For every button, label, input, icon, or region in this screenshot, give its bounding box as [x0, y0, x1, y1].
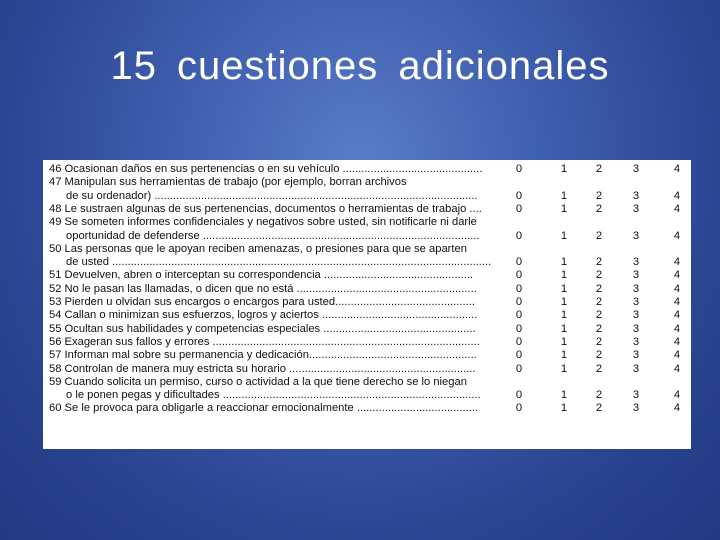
scale-value: 0 — [515, 402, 523, 415]
scale-value: 0 — [515, 309, 523, 322]
questionnaire-row — [43, 283, 691, 296]
questionnaire-row — [43, 363, 691, 376]
scale-value: 0 — [515, 163, 523, 175]
question-text: 53 Pierden u olvidan sus encargos o encargos para usted............................................. — [49, 296, 475, 308]
scale-value: 1 — [560, 349, 568, 362]
scale-value: 3 — [632, 322, 640, 335]
scale-value: 0 — [515, 335, 523, 348]
scale-value: 1 — [560, 256, 568, 269]
scale-value: 1 — [560, 389, 568, 402]
scale-value: 2 — [595, 269, 603, 282]
question-text: 52 No le pasan las llamadas, o dicen que no está .......................................................... — [49, 282, 477, 295]
scale-value: 3 — [632, 269, 640, 282]
scale-value: 4 — [673, 335, 681, 348]
question-text: o le ponen pegas y dificultades ................................................................................... — [66, 389, 481, 402]
scale-value: 2 — [595, 229, 603, 242]
scale-value: 2 — [595, 389, 603, 402]
scale-value: 3 — [632, 229, 640, 242]
scale-value: 3 — [632, 389, 640, 402]
question-text: de usted .......................................................................................................................... — [66, 256, 492, 269]
scale-value: 0 — [515, 202, 523, 215]
question-text: 60 Se le provoca para obligarle a reaccionar emocionalmente ....................................... — [49, 402, 479, 415]
scale-value: 1 — [560, 269, 568, 282]
question-text: oportunidad de defenderse ......................................................................................... — [66, 229, 480, 242]
scale-value: 1 — [560, 322, 568, 335]
scale-value: 2 — [595, 256, 603, 269]
scale-value: 4 — [673, 269, 681, 282]
scale-value: 1 — [560, 229, 568, 242]
questionnaire-row — [43, 309, 691, 322]
scale-value: 2 — [595, 349, 603, 362]
scale-value: 4 — [673, 309, 681, 322]
scale-value: 0 — [515, 189, 523, 202]
questionnaire-row — [43, 243, 691, 256]
scale-value: 3 — [632, 189, 640, 202]
question-text: 54 Callan o minimizan sus esfuerzos, logros y aciertos .................................................. — [49, 309, 478, 322]
question-text: 57 Informan mal sobre su permanencia y dedicación...................................................... — [49, 349, 477, 362]
scale-value: 2 — [595, 296, 603, 308]
question-text: 51 Devuelven, abren o interceptan su correspondencia ................................................ — [49, 269, 474, 282]
question-text: 50 Las personas que le apoyan reciben amenazas, o presiones para que se aparten — [49, 242, 467, 255]
scale-value: 2 — [595, 189, 603, 202]
scale-value: 1 — [560, 163, 568, 175]
scale-value: 4 — [673, 202, 681, 215]
scale-value: 2 — [595, 335, 603, 348]
scale-value: 3 — [632, 163, 640, 175]
questionnaire-row — [43, 163, 691, 176]
scale-value: 3 — [632, 335, 640, 348]
questionnaire-row — [43, 230, 691, 243]
scale-value: 0 — [515, 269, 523, 282]
scale-value: 3 — [632, 349, 640, 362]
scale-value: 2 — [595, 163, 603, 175]
scale-value: 0 — [515, 282, 523, 295]
scale-value: 0 — [515, 362, 523, 375]
scale-value: 3 — [632, 309, 640, 322]
scale-value: 4 — [673, 389, 681, 402]
scale-value: 4 — [673, 349, 681, 362]
scale-value: 0 — [515, 296, 523, 308]
scale-value: 0 — [515, 229, 523, 242]
question-text: 49 Se someten informes confidenciales y negativos sobre usted, sin notificarle ni darle — [49, 216, 477, 229]
question-text: 56 Exageran sus fallos y errores ...................................................................................... — [49, 335, 480, 348]
scale-value: 3 — [632, 202, 640, 215]
scale-value: 2 — [595, 202, 603, 215]
questionnaire-row — [43, 349, 691, 362]
questionnaire-row — [43, 376, 691, 389]
scale-value: 1 — [560, 309, 568, 322]
scale-value: 4 — [673, 402, 681, 415]
questionnaire-row — [43, 176, 691, 189]
questionnaire-row — [43, 216, 691, 229]
scale-value: 3 — [632, 296, 640, 308]
scale-value: 0 — [515, 389, 523, 402]
questionnaire-row — [43, 336, 691, 349]
scale-value: 1 — [560, 189, 568, 202]
scale-value: 2 — [595, 309, 603, 322]
question-text: 55 Ocultan sus habilidades y competencias especiales ................................................. — [49, 322, 476, 335]
scale-value: 1 — [560, 202, 568, 215]
questionnaire-row — [43, 269, 691, 282]
question-text: 58 Controlan de manera muy estricta su horario ............................................................ — [49, 362, 476, 375]
scale-value: 1 — [560, 402, 568, 415]
scale-value: 3 — [632, 402, 640, 415]
scale-value: 3 — [632, 362, 640, 375]
questionnaire-row — [43, 402, 691, 415]
questionnaire-row — [43, 389, 691, 402]
question-text: 47 Manipulan sus herramientas de trabajo (por ejemplo, borran archivos — [49, 176, 407, 189]
scale-value: 4 — [673, 362, 681, 375]
scale-value: 3 — [632, 282, 640, 295]
scale-value: 4 — [673, 163, 681, 175]
scale-value: 4 — [673, 282, 681, 295]
question-text: 46 Ocasionan daños en sus pertenencias o en su vehículo ............................................. — [49, 163, 483, 175]
questionnaire-panel — [43, 160, 691, 449]
scale-value: 2 — [595, 402, 603, 415]
questionnaire-row — [43, 203, 691, 216]
slide-title: 15 cuestiones adicionales — [110, 44, 610, 88]
scale-value: 2 — [595, 322, 603, 335]
questionnaire-row — [43, 323, 691, 336]
scale-value: 4 — [673, 322, 681, 335]
scale-value: 4 — [673, 296, 681, 308]
scale-value: 2 — [595, 362, 603, 375]
scale-value: 0 — [515, 322, 523, 335]
questionnaire-row — [43, 256, 691, 269]
question-text: 48 Le sustraen algunas de sus pertenencias, documentos o herramientas de trabajo .... — [49, 202, 482, 215]
scale-value: 4 — [673, 189, 681, 202]
question-text: 59 Cuando solicita un permiso, curso o actividad a la que tiene derecho se lo niegan — [49, 375, 467, 388]
scale-value: 1 — [560, 282, 568, 295]
questionnaire-row — [43, 296, 691, 309]
scale-value: 1 — [560, 362, 568, 375]
scale-value: 1 — [560, 335, 568, 348]
question-text: de su ordenador) ........................................................................................................ — [66, 189, 478, 202]
scale-value: 2 — [595, 282, 603, 295]
scale-value: 0 — [515, 349, 523, 362]
scale-value: 1 — [560, 296, 568, 308]
questionnaire-row — [43, 190, 691, 203]
scale-value: 0 — [515, 256, 523, 269]
scale-value: 4 — [673, 229, 681, 242]
scale-value: 3 — [632, 256, 640, 269]
scale-value: 4 — [673, 256, 681, 269]
